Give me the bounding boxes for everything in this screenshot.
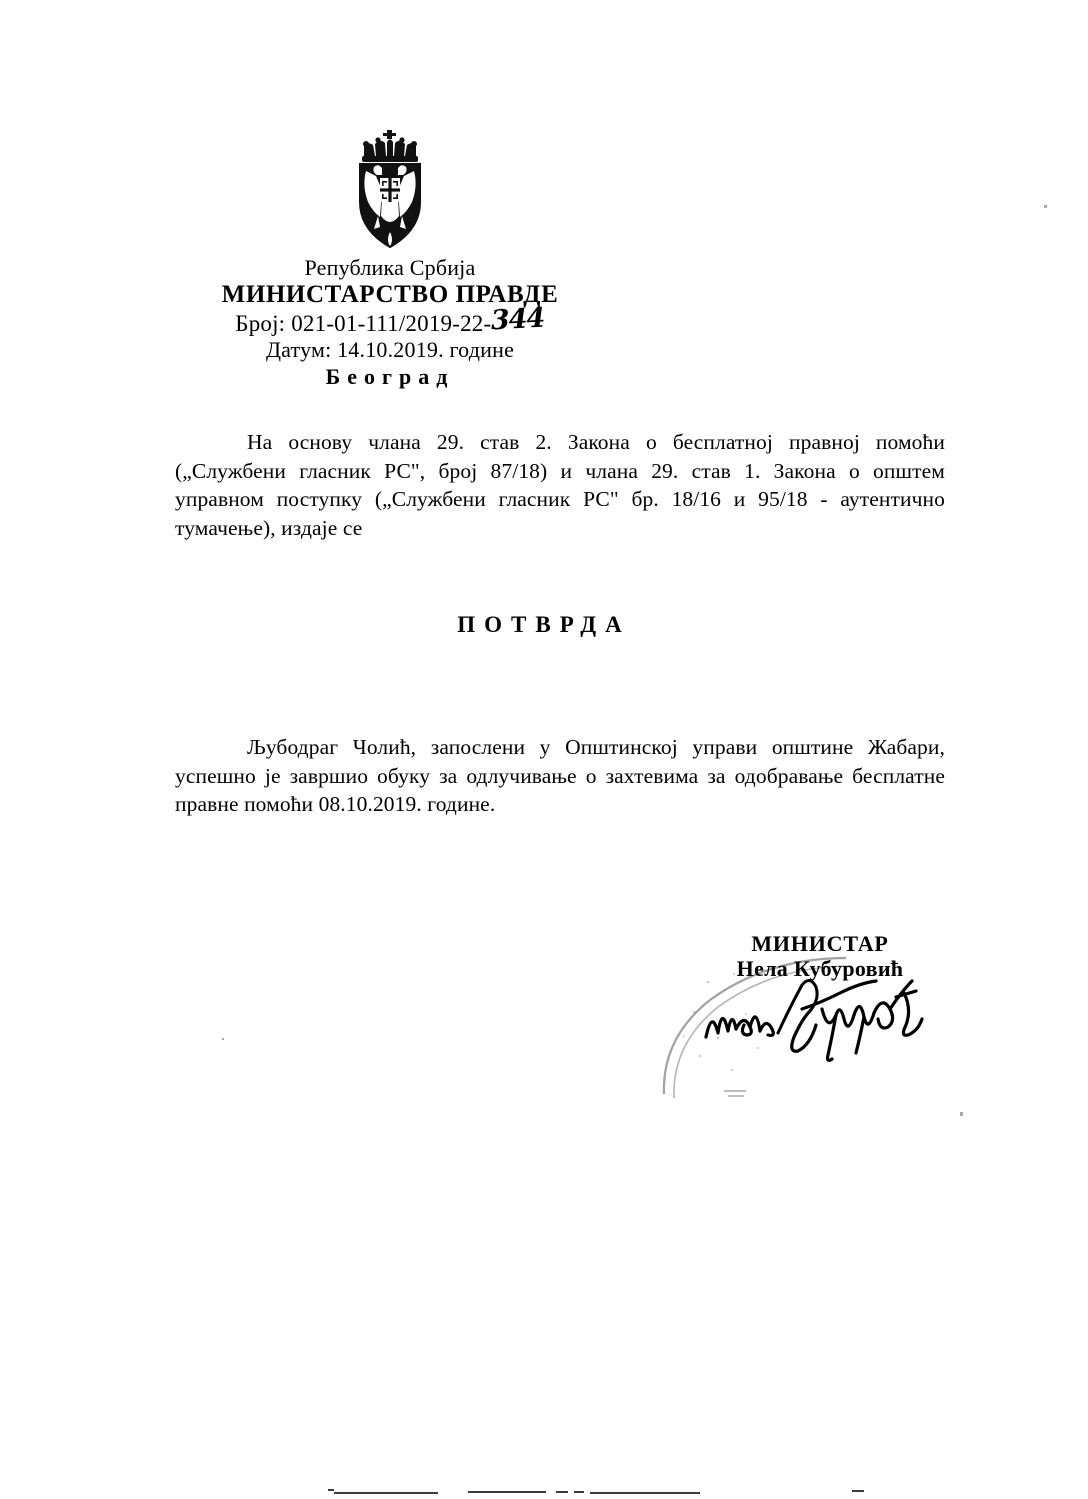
document-city: Београд (325, 363, 455, 389)
document-number-row (0, 302, 780, 337)
scan-artifact-line (468, 1491, 546, 1493)
scan-artifact-line (574, 1491, 584, 1493)
scan-artifact-line (328, 1489, 334, 1491)
handwritten-signature (698, 975, 938, 1065)
minister-name-label: Нела Кубуровић (736, 955, 904, 981)
scan-artifact-line (556, 1491, 568, 1493)
scan-artifact-line (852, 1490, 864, 1492)
document-number-label: Број: 021-01-111/2019-22- (235, 310, 492, 336)
document-number-handwritten: 344 (490, 302, 546, 337)
scan-artifact-line (590, 1492, 700, 1494)
document-title: ПОТВРДА (457, 612, 631, 637)
ministry-name: МИНИСТАРСТВО ПРАВДЕ (221, 280, 559, 308)
scan-speck (1044, 205, 1047, 208)
scan-speck (222, 1038, 224, 1040)
scan-speck (960, 1112, 963, 1116)
paragraph-legal-basis: На основу члана 29. став 2. Закона о бесплатној правној помоћи („Службени гласник РС", број 87/18) и члана 29. став 1. Закона о општем управном поступку („Службени гласник РС" бр. 18/16 и 95/18 - аутентично тумачење), издаје се (175, 430, 945, 540)
document-header (0, 128, 780, 388)
republic-label: Република Србија (304, 255, 476, 280)
scan-artifact-line (334, 1492, 438, 1494)
coat-of-arms-emblem (342, 128, 438, 252)
signature-block (690, 932, 950, 981)
paragraph-statement: Љубодраг Чолић, запослени у Општинској управи општине Жабари, успешно је завршио обуку за одлучивање о захтевима за одобравање бесплатне правне помоћи 08.10.2019. године. (175, 735, 945, 816)
minister-role-label: МИНИСТАР (751, 931, 889, 956)
document-date: Датум: 14.10.2019. године (265, 336, 515, 362)
